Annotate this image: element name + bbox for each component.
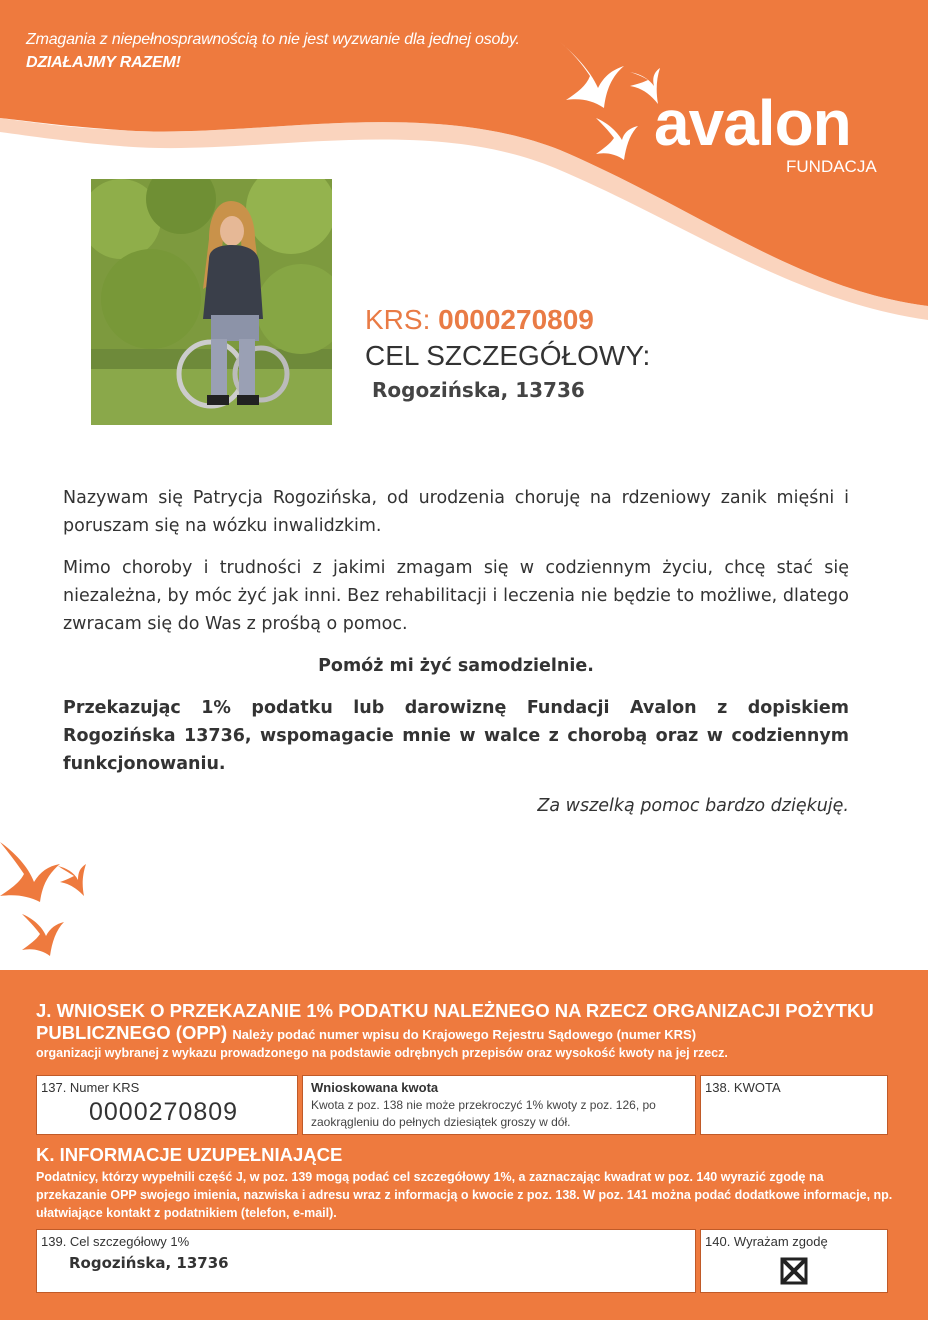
bird-icon bbox=[0, 830, 100, 970]
krs-line bbox=[365, 302, 594, 338]
profile-photo bbox=[91, 179, 332, 425]
field-139-label: 139. Cel szczegółowy 1% bbox=[41, 1234, 190, 1249]
section-k-description: Podatnicy, którzy wypełnili część J, w poz. 139 mogą podać cel szczegółowy 1%, a zaznaczając kwadrat w poz. 140 wyrazić zgodę na przekazanie OPP swojego imienia, nazwiska i adresu wraz z informacją o kwocie z poz. 138. W poz. 141 można podać dodatkowe informacje, np. ułatwiające kontakt z podatnikiem (telefon, e-mail). bbox=[36, 1170, 893, 1220]
cel-value: Rogozińska, 13736 bbox=[372, 378, 585, 402]
field-138-amount[interactable] bbox=[700, 1075, 888, 1135]
paragraph-need: Mimo choroby i trudności z jakimi zmagam się w codziennym życiu, chcę stać się niezależna, by móc żyć jak inni. Bez rehabilitacji i leczenia nie będzie to możliwe, dlatego zwracam się do Was z prośbą o pomoc. bbox=[63, 558, 849, 634]
field-138-label: 138. KWOTA bbox=[705, 1080, 781, 1095]
field-139-goal[interactable] bbox=[36, 1229, 696, 1293]
field-137-label: 137. Numer KRS bbox=[41, 1080, 140, 1095]
checkbox-checked-icon[interactable] bbox=[779, 1256, 809, 1286]
logo-wordmark: avalon bbox=[654, 87, 851, 159]
paragraph-thanks: Za wszelką pomoc bardzo dziękuję. bbox=[537, 796, 849, 816]
field-137-value: 0000270809 bbox=[89, 1098, 239, 1126]
logo-subtitle: FUNDACJA bbox=[786, 157, 877, 176]
appeal-text bbox=[63, 484, 849, 834]
section-j-title bbox=[36, 1000, 896, 1046]
field-140-consent[interactable] bbox=[700, 1229, 888, 1293]
krs-label: KRS: bbox=[365, 304, 431, 335]
paragraph-donation: Przekazując 1% podatku lub darowiznę Fundacji Avalon z dopiskiem Rogozińska 13736, wspomagacie mnie w walce z chorobą oraz w codziennym funkcjonowaniu. bbox=[63, 698, 849, 774]
paragraph-slogan: Pomóż mi żyć samodzielnie. bbox=[318, 656, 594, 676]
slogan bbox=[26, 28, 546, 74]
field-140-label: 140. Wyrażam zgodę bbox=[705, 1234, 828, 1249]
field-137-krs[interactable] bbox=[36, 1075, 298, 1135]
cel-title: CEL SZCZEGÓŁOWY: bbox=[365, 340, 651, 371]
field-139-value: Rogozińska, 13736 bbox=[69, 1254, 229, 1272]
field-requested-amount-info bbox=[302, 1075, 696, 1135]
slogan-emphasis: DZIAŁAJMY RAZEM! bbox=[26, 54, 181, 71]
section-j-description: organizacji wybranej z wykazu prowadzonego na podstawie odrębnych przepisów oraz wysokość kwoty na jej rzecz. bbox=[36, 1046, 728, 1060]
requested-amount-description: Kwota z poz. 138 nie może przekroczyć 1% kwoty z poz. 126, po zaokrągleniu do pełnych dziesiątek groszy w dół. bbox=[311, 1098, 656, 1129]
krs-number: 0000270809 bbox=[438, 304, 594, 335]
paragraph-intro: Nazywam się Patrycja Rogozińska, od urodzenia choruję na rdzeniowy zanik mięśni i poruszam się na wózku inwalidzkim. bbox=[63, 488, 849, 536]
section-k-title: K. INFORMACJE UZUPEŁNIAJĄCE bbox=[36, 1144, 343, 1165]
section-j-note: Należy podać numer wpisu do Krajowego Rejestru Sądowego (numer KRS) bbox=[232, 1027, 697, 1042]
section-j-heading: J. WNIOSEK O PRZEKAZANIE 1% PODATKU NALEŻNEGO NA RZECZ ORGANIZACJI POŻYTKU PUBLICZNEGO (OPP) bbox=[36, 1000, 874, 1043]
slogan-text: Zmagania z niepełnosprawnością to nie jest wyzwanie dla jednej osoby. bbox=[26, 31, 520, 48]
requested-amount-label: Wnioskowana kwota bbox=[311, 1080, 439, 1095]
